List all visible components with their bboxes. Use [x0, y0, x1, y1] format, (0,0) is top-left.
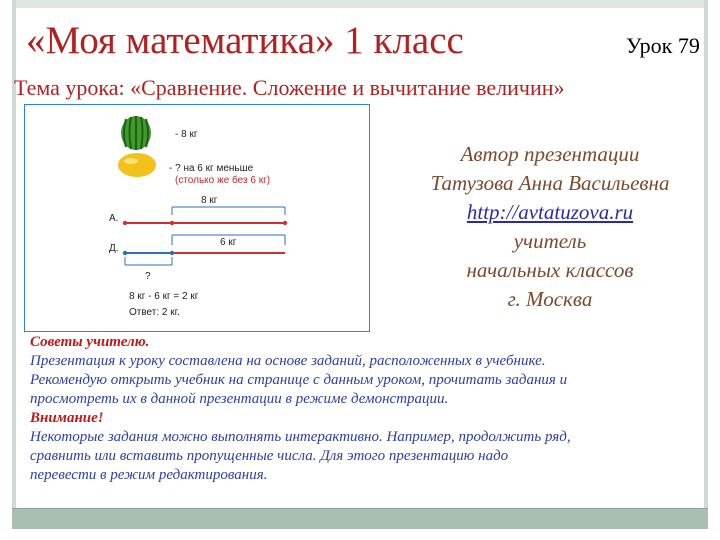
advice-text-2: Рекомендую открыть учебник на странице с данным уроком, прочитать задания и [30, 372, 568, 388]
top-measure-label: 8 кг [201, 195, 218, 206]
footer-bar [12, 508, 708, 529]
author-website-link[interactable]: http://avtatuzova.ru [466, 200, 634, 224]
advice-heading: Советы учителю. [30, 334, 150, 350]
row-d-label: Д. [109, 243, 119, 254]
advice-text-4: Некоторые задания можно выполнять интерактивно. Например, продолжить ряд, [30, 429, 571, 445]
melon-bar [123, 251, 285, 255]
top-measure-bracket [172, 207, 285, 215]
equation-label: 8 кг - 6 кг = 2 кг [129, 291, 199, 302]
problem-diagram [25, 105, 369, 331]
author-position: учитель [513, 229, 587, 253]
watermelon-icon [121, 116, 151, 150]
slide-title: «Моя математика» 1 класс [26, 19, 464, 62]
question-bracket [125, 257, 172, 265]
teacher-advice [30, 333, 700, 485]
advice-text-5: сравнить или вставить пропущенные числа. Для этого презентацию надо [30, 448, 509, 464]
melon-icon [118, 153, 156, 177]
advice-text-6: перевести в режим редактирования. [30, 467, 268, 483]
advice-text-1: Презентация к уроку составлена на основе заданий, расположенных в учебнике. [30, 353, 546, 369]
problem-illustration [24, 104, 370, 332]
author-name: Татузова Анна Васильевна [430, 171, 670, 195]
watermelon-bar [123, 221, 287, 225]
melon-note-label: (столько же без 6 кг) [175, 175, 271, 186]
author-block [400, 140, 700, 314]
author-position-detail: начальных классов [466, 258, 634, 282]
part-measure-label: 6 кг [220, 237, 237, 248]
question-mark-label: ? [145, 271, 151, 282]
melon-weight-label: - ? на 6 кг меньше [169, 163, 254, 174]
watermelon-weight-label: - 8 кг [175, 129, 198, 140]
slide-frame-top [12, 0, 708, 8]
row-a-label: А. [109, 213, 119, 224]
slide-frame-right [704, 0, 708, 508]
lesson-topic: Тема урока: «Сравнение. Сложение и вычитание величин» [14, 75, 565, 100]
author-heading: Автор презентации [460, 142, 640, 166]
advice-text-3: просмотреть их в данной презентации в режиме демонстрации. [30, 391, 449, 407]
answer-label: Ответ: 2 кг. [129, 307, 180, 318]
lesson-number: Урок 79 [626, 33, 700, 58]
warning-heading: Внимание! [30, 410, 104, 426]
author-city: г. Москва [507, 287, 593, 311]
